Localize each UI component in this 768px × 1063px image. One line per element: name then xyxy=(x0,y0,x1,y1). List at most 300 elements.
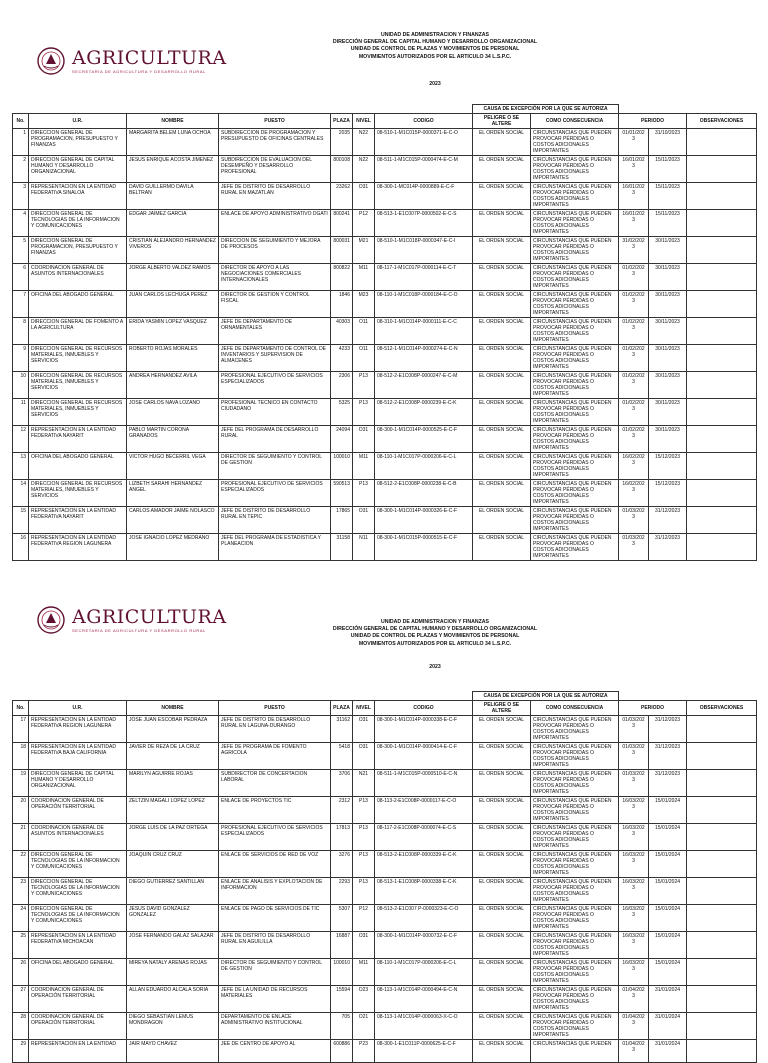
mexico-eagle-emblem-icon xyxy=(36,605,66,635)
cell-peligre: EL ORDEN SOCIAL xyxy=(473,905,531,932)
cell-periodo-hasta: 15/11/2023 xyxy=(649,183,687,210)
cell-nombre: JESUS ENRIQUE ACOSTA JIMENEZ xyxy=(127,156,219,183)
cell-observaciones xyxy=(687,743,757,770)
table-row xyxy=(13,905,757,932)
cell-no: 15 xyxy=(13,507,29,534)
cell-plaza: 15594 xyxy=(331,986,353,1013)
cell-observaciones xyxy=(687,986,757,1013)
cell-plaza: 2293 xyxy=(331,878,353,905)
cell-periodo-hasta: 30/11/2023 xyxy=(649,318,687,345)
cell-no: 3 xyxy=(13,183,29,210)
cell-plaza: 800241 xyxy=(331,210,353,237)
cell-no: 4 xyxy=(13,210,29,237)
cell-puesto: SUBDIRECCION DE PROGRAMACION Y PRESUPUESTO DE OFICINAS CENTRALES xyxy=(219,129,331,156)
cell-nivel: O31 xyxy=(353,743,375,770)
cell-nivel: P13 xyxy=(353,372,375,399)
cell-nivel: P13 xyxy=(353,851,375,878)
cell-codigo: 08-117-2-E1C008P-0000074-E-C-S xyxy=(375,824,473,851)
cell-observaciones xyxy=(687,770,757,797)
cell-codigo: 08-113-1-M1C014P-0000494-E-C-N xyxy=(375,986,473,1013)
cell-periodo-hasta: 31/01/2024 xyxy=(649,1013,687,1040)
cell-nombre: ERIDA YASMIN LOPEZ VASQUEZ xyxy=(127,318,219,345)
cell-no: 10 xyxy=(13,372,29,399)
cell-periodo-hasta: 15/01/2024 xyxy=(649,851,687,878)
cell-periodo-desde: 01/02/2023 xyxy=(619,426,649,453)
cell-observaciones xyxy=(687,264,757,291)
cell-periodo-hasta: 31/12/2023 xyxy=(649,534,687,561)
cell-no: 28 xyxy=(13,1013,29,1040)
cell-consecuencia: CIRCUNSTANCIAS QUE PUEDEN PROVOCAR PÉRDIDAS O COSTOS ADICIONALES IMPORTANTES xyxy=(531,932,619,959)
cell-puesto: PROFESIONAL TECNICO EN CONTACTO CIUDADANO xyxy=(219,399,331,426)
cell-peligre: EL ORDEN SOCIAL xyxy=(473,851,531,878)
cell-nombre: ANDREA HERNANDEZ AVILA xyxy=(127,372,219,399)
cell-nivel: O23 xyxy=(353,986,375,1013)
cell-consecuencia: CIRCUNSTANCIAS QUE PUEDEN PROVOCAR PÉRDIDAS O COSTOS ADICIONALES IMPORTANTES xyxy=(531,291,619,318)
cell-ur: DIRECCION GENERAL DE TECNOLOGIAS DE LA INFORMACION Y COMUNICACIONES xyxy=(29,905,127,932)
cell-periodo-desde: 01/02/2023 xyxy=(619,264,649,291)
agricultura-logo xyxy=(36,46,227,76)
cell-puesto: JEFE DE PROGRAMA DE FOMENTO AGRICOLA xyxy=(219,743,331,770)
cell-nombre: JOSE JUAN ESCOBAR PEDRAZA xyxy=(127,716,219,743)
cell-peligre: EL ORDEN SOCIAL xyxy=(473,824,531,851)
table-row xyxy=(13,770,757,797)
cell-codigo: 08-512-2-E1C008P-0000239-E-C-K xyxy=(375,399,473,426)
cell-consecuencia: CIRCUNSTANCIAS QUE PUEDEN PROVOCAR PÉRDIDAS O COSTOS ADICIONALES IMPORTANTES xyxy=(531,318,619,345)
cell-ur: DIRECCION GENERAL DE TECNOLOGIAS DE LA INFORMACION Y COMUNICACIONES xyxy=(29,851,127,878)
cell-periodo-hasta: 15/01/2024 xyxy=(649,959,687,986)
cell-nombre: JORGE ALBERTO VALDEZ RAMOS xyxy=(127,264,219,291)
cell-periodo-desde: 16/03/2023 xyxy=(619,959,649,986)
table-row xyxy=(13,851,757,878)
cell-observaciones xyxy=(687,399,757,426)
cell-codigo: 08-511-1-M1C015P-0000474-E-C-M xyxy=(375,156,473,183)
cell-nivel: P13 xyxy=(353,878,375,905)
cell-no: 21 xyxy=(13,824,29,851)
cell-consecuencia: CIRCUNSTANCIAS QUE PUEDEN PROVOCAR PÉRDIDAS O COSTOS ADICIONALES IMPORTANTES xyxy=(531,905,619,932)
cell-no: 9 xyxy=(13,345,29,372)
cell-nombre: LIZBETH SARAHI HERNANDEZ ANGEL xyxy=(127,480,219,507)
cell-no: 29 xyxy=(13,1040,29,1063)
cell-puesto: ENLACE DE ANALISIS Y EXPLOTACION DE INFORMACION xyxy=(219,878,331,905)
cell-codigo: 08-113-2-E1C008P-0000117-E-C-O xyxy=(375,797,473,824)
document-heading xyxy=(300,32,570,61)
cell-nivel: P13 xyxy=(353,399,375,426)
cell-ur: DIRECCION GENERAL DE TECNOLOGIAS DE LA INFORMACION Y COMUNICACIONES xyxy=(29,878,127,905)
cell-puesto: SUBDIRECCION DE EVALUACION DEL DESEMPEÑO Y DESARROLLO PROFESIONAL xyxy=(219,156,331,183)
header-puesto: PUESTO xyxy=(219,701,331,716)
cell-periodo-desde: 01/01/2023 xyxy=(619,129,649,156)
cell-periodo-hasta: 30/11/2023 xyxy=(649,372,687,399)
cell-observaciones xyxy=(687,905,757,932)
table-row xyxy=(13,743,757,770)
cell-codigo: 08-513-2-E1C007 P-0000323-E-C-O xyxy=(375,905,473,932)
cell-periodo-hasta: 15/01/2024 xyxy=(649,797,687,824)
cell-puesto: JEFE DEL PROGRAMA DE ESTADISTICA Y PLANEACION xyxy=(219,534,331,561)
header-observaciones: OBSERVACIONES xyxy=(687,114,757,129)
cell-periodo-desde: 01/04/2023 xyxy=(619,1013,649,1040)
cell-periodo-desde: 16/03/2023 xyxy=(619,932,649,959)
table-row xyxy=(13,426,757,453)
header-consecuencia: COMO CONSECUENCIA xyxy=(531,701,619,716)
cell-nivel: O31 xyxy=(353,507,375,534)
cell-ur: REPRESENTACION EN LA ENTIDAD FEDERATIVA SINALOA xyxy=(29,183,127,210)
cell-nombre: JOAQUIN CRUZ CRUZ xyxy=(127,851,219,878)
cell-plaza: 590513 xyxy=(331,480,353,507)
cell-observaciones xyxy=(687,932,757,959)
cell-ur: COORDINACION GENERAL DE ASUNTOS INTERNACIONALES xyxy=(29,264,127,291)
cell-observaciones xyxy=(687,959,757,986)
cell-periodo-hasta: 15/12/2023 xyxy=(649,480,687,507)
cell-periodo-desde: 01/02/2023 xyxy=(619,318,649,345)
cell-no: 6 xyxy=(13,264,29,291)
cell-consecuencia: CIRCUNSTANCIAS QUE PUEDEN PROVOCAR PÉRDIDAS O COSTOS ADICIONALES IMPORTANTES xyxy=(531,824,619,851)
cell-plaza: 3276 xyxy=(331,851,353,878)
cell-consecuencia: CIRCUNSTANCIAS QUE PUEDEN PROVOCAR PÉRDIDAS O COSTOS ADICIONALES IMPORTANTES xyxy=(531,372,619,399)
cell-no: 2 xyxy=(13,156,29,183)
cell-no: 17 xyxy=(13,716,29,743)
cell-observaciones xyxy=(687,372,757,399)
cell-periodo-desde: 31/02/2023 xyxy=(619,237,649,264)
table-row xyxy=(13,878,757,905)
cell-nivel: N11 xyxy=(353,534,375,561)
cell-nombre: MARGARITA BELEM LUNA OCHOA xyxy=(127,129,219,156)
cell-consecuencia: CIRCUNSTANCIAS QUE PUEDEN PROVOCAR PÉRDIDAS O COSTOS ADICIONALES IMPORTANTES xyxy=(531,129,619,156)
cell-codigo: 08-510-1-M1C018P-0000347-E-C-I xyxy=(375,237,473,264)
document-page-2 xyxy=(0,575,768,1053)
table-row xyxy=(13,480,757,507)
cell-consecuencia: CIRCUNSTANCIAS QUE PUEDEN PROVOCAR PÉRDIDAS O COSTOS ADICIONALES IMPORTANTES xyxy=(531,770,619,797)
cell-nombre: MARILYN AGUIRRE ROJAS xyxy=(127,770,219,797)
cell-periodo-hasta: 15/01/2024 xyxy=(649,905,687,932)
cell-periodo-hasta: 31/12/2023 xyxy=(649,507,687,534)
cell-ur: DIRECCION GENERAL DE RECURSOS MATERIALES, INMUEBLES Y SERVICIOS xyxy=(29,372,127,399)
cell-periodo-hasta: 30/11/2023 xyxy=(649,264,687,291)
table-row xyxy=(13,1013,757,1040)
cell-consecuencia: CIRCUNSTANCIAS QUE PUEDEN PROVOCAR PÉRDIDAS O COSTOS ADICIONALES IMPORTANTES xyxy=(531,210,619,237)
cell-no: 18 xyxy=(13,743,29,770)
cell-periodo-desde: 01/02/2023 xyxy=(619,399,649,426)
table-row xyxy=(13,291,757,318)
cell-periodo-desde: 01/03/2023 xyxy=(619,507,649,534)
table-row xyxy=(13,318,757,345)
cell-nivel: M23 xyxy=(353,291,375,318)
cell-consecuencia: CIRCUNSTANCIAS QUE PUEDEN xyxy=(531,1040,619,1063)
table-row xyxy=(13,507,757,534)
cell-codigo: 08-300-1-M1C014P-0000326-E-C-F xyxy=(375,507,473,534)
header-nombre: NOMBRE xyxy=(127,701,219,716)
table-row xyxy=(13,959,757,986)
cell-puesto: JEFE DE DEPARTAMENTO DE ORNAMENTALES xyxy=(219,318,331,345)
cell-periodo-hasta: 15/01/2024 xyxy=(649,932,687,959)
cell-no: 27 xyxy=(13,986,29,1013)
cell-plaza: 2312 xyxy=(331,797,353,824)
cell-nombre: MIREYA NATALY ARENAS ROJAS xyxy=(127,959,219,986)
cell-consecuencia: CIRCUNSTANCIAS QUE PUEDEN PROVOCAR PÉRDIDAS O COSTOS ADICIONALES IMPORTANTES xyxy=(531,986,619,1013)
cell-observaciones xyxy=(687,318,757,345)
cell-periodo-hasta: 15/11/2023 xyxy=(649,156,687,183)
cell-puesto: DIRECTOR DE SEGUIMIENTO Y CONTROL DE GESTION xyxy=(219,959,331,986)
cell-plaza: 2306 xyxy=(331,372,353,399)
cell-plaza: 5418 xyxy=(331,743,353,770)
document-year: 2023 xyxy=(429,81,441,87)
cell-nombre: ROBERTO ROJAS MORALES xyxy=(127,345,219,372)
cell-ur: REPRESENTACION EN LA ENTIDAD xyxy=(29,1040,127,1063)
cell-puesto: JEFE DE DISTRITO DE DESARROLLO RURAL EN LAGUNA-DURANGO xyxy=(219,716,331,743)
cell-ur: COORDINACION GENERAL DE ASUNTOS INTERNACIONALES xyxy=(29,824,127,851)
cell-plaza: 100010 xyxy=(331,959,353,986)
cell-peligre: EL ORDEN SOCIAL xyxy=(473,453,531,480)
cell-ur: OFICINA DEL ABOGADO GENERAL xyxy=(29,959,127,986)
header-plaza: PLAZA xyxy=(331,114,353,129)
cell-peligre: EL ORDEN SOCIAL xyxy=(473,770,531,797)
cell-nivel: M11 xyxy=(353,264,375,291)
header-no: No. xyxy=(13,114,29,129)
cell-periodo-desde: 16/03/2023 xyxy=(619,851,649,878)
cell-nombre: CRISTIAN ALEJANDRO HERNANDEZ VIVEROS xyxy=(127,237,219,264)
cell-plaza: 31162 xyxy=(331,716,353,743)
cell-puesto: PROFESIONAL EJECUTIVO DE SERVICIOS ESPECIALIZADOS xyxy=(219,372,331,399)
cell-nivel: N22 xyxy=(353,129,375,156)
cell-observaciones xyxy=(687,824,757,851)
cell-codigo: 08-110-1-M1C017P-0000206-E-C-L xyxy=(375,453,473,480)
cell-plaza: 4233 xyxy=(331,345,353,372)
cell-no: 13 xyxy=(13,453,29,480)
cell-observaciones xyxy=(687,851,757,878)
cell-no: 12 xyxy=(13,426,29,453)
cell-puesto: JEE DE CENTRO DE APOYO AL xyxy=(219,1040,331,1063)
cell-plaza: 800031 xyxy=(331,237,353,264)
heading-line: MOVIMIENTOS AUTORIZADOS POR EL ARTICULO 34 L.S.P.C. xyxy=(358,53,512,60)
cell-consecuencia: CIRCUNSTANCIAS QUE PUEDEN PROVOCAR PÉRDIDAS O COSTOS ADICIONALES IMPORTANTES xyxy=(531,959,619,986)
cell-periodo-hasta: 31/01/2024 xyxy=(649,1040,687,1063)
cell-codigo: 08-300-1-MC014P-0000889-E-C-F xyxy=(375,183,473,210)
org-name: AGRICULTURA xyxy=(72,47,227,69)
cell-periodo-desde: 01/03/2023 xyxy=(619,743,649,770)
cell-codigo: 08-113-1-M1C014P-0000063-X-C-O xyxy=(375,1013,473,1040)
cell-nivel: P23 xyxy=(353,1040,375,1063)
cell-codigo: 08-513-1-E1C008P-0000338-E-C-K xyxy=(375,878,473,905)
cell-no: 5 xyxy=(13,237,29,264)
cell-plaza: 40303 xyxy=(331,318,353,345)
cell-ur: REPRESENTACION EN LA ENTIDAD FEDERATIVA REGION LAGUNERA xyxy=(29,534,127,561)
cell-observaciones xyxy=(687,129,757,156)
cell-observaciones xyxy=(687,797,757,824)
cell-no: 7 xyxy=(13,291,29,318)
heading-line: DIRECCIÓN GENERAL DE CAPITAL HUMANO Y DESARROLLO ORGANIZACIONAL xyxy=(332,626,538,633)
cell-peligre: EL ORDEN SOCIAL xyxy=(473,318,531,345)
cell-no: 1 xyxy=(13,129,29,156)
cell-puesto: DIRECTOR DE SEGUIMIENTO Y CONTROL DE GESTION xyxy=(219,453,331,480)
cell-consecuencia: CIRCUNSTANCIAS QUE PUEDEN PROVOCAR PÉRDIDAS O COSTOS ADICIONALES IMPORTANTES xyxy=(531,851,619,878)
cell-nombre: PABLO MARTIN CORONA GRANADOS xyxy=(127,426,219,453)
cell-no: 20 xyxy=(13,797,29,824)
cell-consecuencia: CIRCUNSTANCIAS QUE PUEDEN PROVOCAR PÉRDIDAS O COSTOS ADICIONALES IMPORTANTES xyxy=(531,1013,619,1040)
header-ur: U.R. xyxy=(29,114,127,129)
document-year: 2023 xyxy=(429,664,441,670)
cell-nombre: JOSE IGNACIO LOPEZ MEDRANO xyxy=(127,534,219,561)
header-ur: U.R. xyxy=(29,701,127,716)
cell-observaciones xyxy=(687,237,757,264)
cell-periodo-desde: 01/03/2023 xyxy=(619,534,649,561)
cell-periodo-hasta: 30/11/2023 xyxy=(649,237,687,264)
cell-ur: COORDINACION GENERAL DE OPERACIÓN TERRITORIAL xyxy=(29,1013,127,1040)
cell-nombre: ZELTZIN MAGALI LOPEZ LOPEZ xyxy=(127,797,219,824)
header-peligre: PELIGRE O SE ALTERE xyxy=(473,701,531,716)
cell-no: 16 xyxy=(13,534,29,561)
cell-nombre: JORGE LUIS DE LA PAZ ORTEGA xyxy=(127,824,219,851)
cell-puesto: DIRECTOR DE APOYO A LAS NEGOCIACIONES COMERCIALES INTERNACIONALES xyxy=(219,264,331,291)
cell-consecuencia: CIRCUNSTANCIAS QUE PUEDEN PROVOCAR PÉRDIDAS O COSTOS ADICIONALES IMPORTANTES xyxy=(531,878,619,905)
cell-codigo: 08-512-1-M1C014P-0000274-E-C-N xyxy=(375,345,473,372)
table-row xyxy=(13,932,757,959)
cell-nivel: O31 xyxy=(353,426,375,453)
cell-no: 8 xyxy=(13,318,29,345)
cell-codigo: 08-511-1-M1C015P-0000510-E-C-N xyxy=(375,770,473,797)
table-row xyxy=(13,237,757,264)
cell-peligre: EL ORDEN SOCIAL xyxy=(473,264,531,291)
cell-nivel: P12 xyxy=(353,210,375,237)
cell-periodo-desde: 01/04/2023 xyxy=(619,986,649,1013)
cell-peligre: EL ORDEN SOCIAL xyxy=(473,959,531,986)
header-causa: CAUSA DE EXCEPCIÓN POR LA QUE SE AUTORIZA xyxy=(473,692,619,701)
cell-periodo-hasta: 15/11/2023 xyxy=(649,210,687,237)
cell-ur: DIRECCION GENERAL DE RECURSOS MATERIALES, INMUEBLES Y SERVICIOS xyxy=(29,480,127,507)
cell-consecuencia: CIRCUNSTANCIAS QUE PUEDEN PROVOCAR PÉRDIDAS O COSTOS ADICIONALES IMPORTANTES xyxy=(531,264,619,291)
cell-puesto: ENLACE DE APOYO ADMINISTRATIVO DGATI xyxy=(219,210,331,237)
cell-periodo-hasta: 31/12/2023 xyxy=(649,716,687,743)
cell-peligre: EL ORDEN SOCIAL xyxy=(473,237,531,264)
cell-periodo-desde: 16/01/2023 xyxy=(619,156,649,183)
header-nivel: NIVEL xyxy=(353,114,375,129)
cell-observaciones xyxy=(687,534,757,561)
cell-nombre: DIEGO GUTIERREZ SANTILLAN xyxy=(127,878,219,905)
cell-periodo-hasta: 15/01/2024 xyxy=(649,824,687,851)
table-body xyxy=(13,129,757,561)
cell-periodo-hasta: 30/11/2023 xyxy=(649,426,687,453)
cell-periodo-hasta: 30/11/2023 xyxy=(649,345,687,372)
table-row xyxy=(13,264,757,291)
cell-puesto: ENLACE DE SERVICIOS DE RED DE VOZ xyxy=(219,851,331,878)
cell-consecuencia: CIRCUNSTANCIAS QUE PUEDEN PROVOCAR PÉRDIDAS O COSTOS ADICIONALES IMPORTANTES xyxy=(531,507,619,534)
cell-consecuencia: CIRCUNSTANCIAS QUE PUEDEN PROVOCAR PÉRDIDAS O COSTOS ADICIONALES IMPORTANTES xyxy=(531,743,619,770)
cell-periodo-hasta: 30/11/2023 xyxy=(649,291,687,318)
document-heading xyxy=(300,619,570,648)
table-row xyxy=(13,156,757,183)
cell-observaciones xyxy=(687,345,757,372)
cell-plaza: 1846 xyxy=(331,291,353,318)
cell-ur: DIRECCION GENERAL DE RECURSOS MATERIALES, INMUEBLES Y SERVICIOS xyxy=(29,399,127,426)
cell-nivel: P13 xyxy=(353,824,375,851)
cell-no: 22 xyxy=(13,851,29,878)
cell-plaza: 2035 xyxy=(331,129,353,156)
cell-puesto: ENLACE DE PROYECTOS TIC xyxy=(219,797,331,824)
cell-consecuencia: CIRCUNSTANCIAS QUE PUEDEN PROVOCAR PÉRDIDAS O COSTOS ADICIONALES IMPORTANTES xyxy=(531,399,619,426)
cell-consecuencia: CIRCUNSTANCIAS QUE PUEDEN PROVOCAR PÉRDIDAS O COSTOS ADICIONALES IMPORTANTES xyxy=(531,716,619,743)
header-no: No. xyxy=(13,701,29,716)
cell-observaciones xyxy=(687,210,757,237)
table-row xyxy=(13,1040,757,1063)
cell-peligre: EL ORDEN SOCIAL xyxy=(473,399,531,426)
cell-consecuencia: CIRCUNSTANCIAS QUE PUEDEN PROVOCAR PÉRDIDAS O COSTOS ADICIONALES IMPORTANTES xyxy=(531,426,619,453)
table-row xyxy=(13,534,757,561)
cell-periodo-desde: 01/03/2023 xyxy=(619,716,649,743)
cell-peligre: EL ORDEN SOCIAL xyxy=(473,507,531,534)
cell-ur: DIRECCION GENERAL DE TECNOLOGIAS DE LA INFORMACION Y COMUNICACIONES xyxy=(29,210,127,237)
cell-peligre: EL ORDEN SOCIAL xyxy=(473,986,531,1013)
cell-plaza: 17813 xyxy=(331,824,353,851)
cell-ur: DIRECCION GENERAL DE RECURSOS MATERIALES, INMUEBLES Y SERVICIOS xyxy=(29,345,127,372)
cell-nivel: N22 xyxy=(353,156,375,183)
cell-consecuencia: CIRCUNSTANCIAS QUE PUEDEN PROVOCAR PÉRDIDAS O COSTOS ADICIONALES IMPORTANTES xyxy=(531,156,619,183)
cell-nivel: P13 xyxy=(353,797,375,824)
header-puesto: PUESTO xyxy=(219,114,331,129)
cell-periodo-hasta: 15/01/2024 xyxy=(649,878,687,905)
table-row xyxy=(13,345,757,372)
cell-nombre: JESUS DAVID GONZALEZ GONZALEZ xyxy=(127,905,219,932)
cell-ur: DIRECCION GENERAL DE PROGRAMACION, PRESUPUESTO Y FINANZAS xyxy=(29,237,127,264)
cell-consecuencia: CIRCUNSTANCIAS QUE PUEDEN PROVOCAR PÉRDIDAS O COSTOS ADICIONALES IMPORTANTES xyxy=(531,345,619,372)
table-row xyxy=(13,986,757,1013)
cell-nivel: O11 xyxy=(353,318,375,345)
cell-puesto: SUBDIRECTOR DE CONCERTACION LABORAL xyxy=(219,770,331,797)
cell-ur: DIRECCION GENERAL DE CAPITAL HUMANO Y DESARROLLO ORGANIZACIONAL xyxy=(29,156,127,183)
cell-plaza: 23262 xyxy=(331,183,353,210)
cell-nombre: JAVIER DE REZA DE LA CRUZ xyxy=(127,743,219,770)
movements-table xyxy=(12,691,757,1063)
header-plaza: PLAZA xyxy=(331,701,353,716)
heading-line: UNIDAD DE ADMINISTRACION Y FINANZAS xyxy=(381,32,489,38)
cell-observaciones xyxy=(687,1013,757,1040)
cell-codigo: 08-110-1-M1C017P-0000206-E-C-L xyxy=(375,959,473,986)
cell-observaciones xyxy=(687,426,757,453)
cell-plaza: 600886 xyxy=(331,1040,353,1063)
cell-consecuencia: CIRCUNSTANCIAS QUE PUEDEN PROVOCAR PÉRDIDAS O COSTOS ADICIONALES IMPORTANTES xyxy=(531,480,619,507)
cell-puesto: DIRECCION DE SEGUIMIENTO Y MEJORA DE PROCESOS xyxy=(219,237,331,264)
cell-plaza: 31158 xyxy=(331,534,353,561)
cell-codigo: 08-510-1-M1C015P-0000371-E-C-O xyxy=(375,129,473,156)
cell-ur: REPRESENTACION EN LA ENTIDAD FEDERATIVA BAJA CALIFORNIA xyxy=(29,743,127,770)
cell-codigo: 08-310-1-M1C014P-0000111-E-C-C xyxy=(375,318,473,345)
cell-nivel: O31 xyxy=(353,183,375,210)
cell-codigo: 08-300-1-M1C014P-0000525-E-C-F xyxy=(375,426,473,453)
cell-peligre: EL ORDEN SOCIAL xyxy=(473,183,531,210)
cell-periodo-desde: 01/04/2023 xyxy=(619,1040,649,1063)
header-periodo: PERIODO xyxy=(619,114,687,129)
cell-plaza: 24094 xyxy=(331,426,353,453)
cell-puesto: JEFE DE DISTRITO DE DESARROLLO RURAL EN AGUILILLA xyxy=(219,932,331,959)
table-row xyxy=(13,797,757,824)
cell-nivel: N21 xyxy=(353,770,375,797)
cell-periodo-hasta: 15/12/2023 xyxy=(649,453,687,480)
cell-no: 26 xyxy=(13,959,29,986)
cell-codigo: 08-513-2-E1C008P-0000339-E-C-K xyxy=(375,851,473,878)
cell-plaza: 5325 xyxy=(331,399,353,426)
cell-periodo-desde: 16/03/2023 xyxy=(619,797,649,824)
cell-observaciones xyxy=(687,480,757,507)
table-row xyxy=(13,399,757,426)
cell-codigo: 08-110-1-M1C018P-0000184-E-C-O xyxy=(375,291,473,318)
cell-periodo-desde: 16/03/2023 xyxy=(619,905,649,932)
cell-ur: REPRESENTACION EN LA ENTIDAD FEDERATIVA MICHOACAN xyxy=(29,932,127,959)
cell-codigo: 08-513-1-E1C007P-0000502-E-C-S xyxy=(375,210,473,237)
cell-nivel: O31 xyxy=(353,932,375,959)
cell-ur: REPRESENTACION EN LA ENTIDAD FEDERATIVA NAYARIT xyxy=(29,426,127,453)
heading-line: UNIDAD DE CONTROL DE PLAZAS Y MOVIMIENTOS DE PERSONAL xyxy=(350,633,520,640)
cell-ur: REPRESENTACION EN LA ENTIDAD FEDERATIVA REGION LAGUNERA xyxy=(29,716,127,743)
table-row xyxy=(13,129,757,156)
cell-puesto: DEPARTAMENTO DE ENLACE ADMINISTRATIVO INSTITUCIONAL xyxy=(219,1013,331,1040)
cell-periodo-hasta: 30/11/2023 xyxy=(649,399,687,426)
